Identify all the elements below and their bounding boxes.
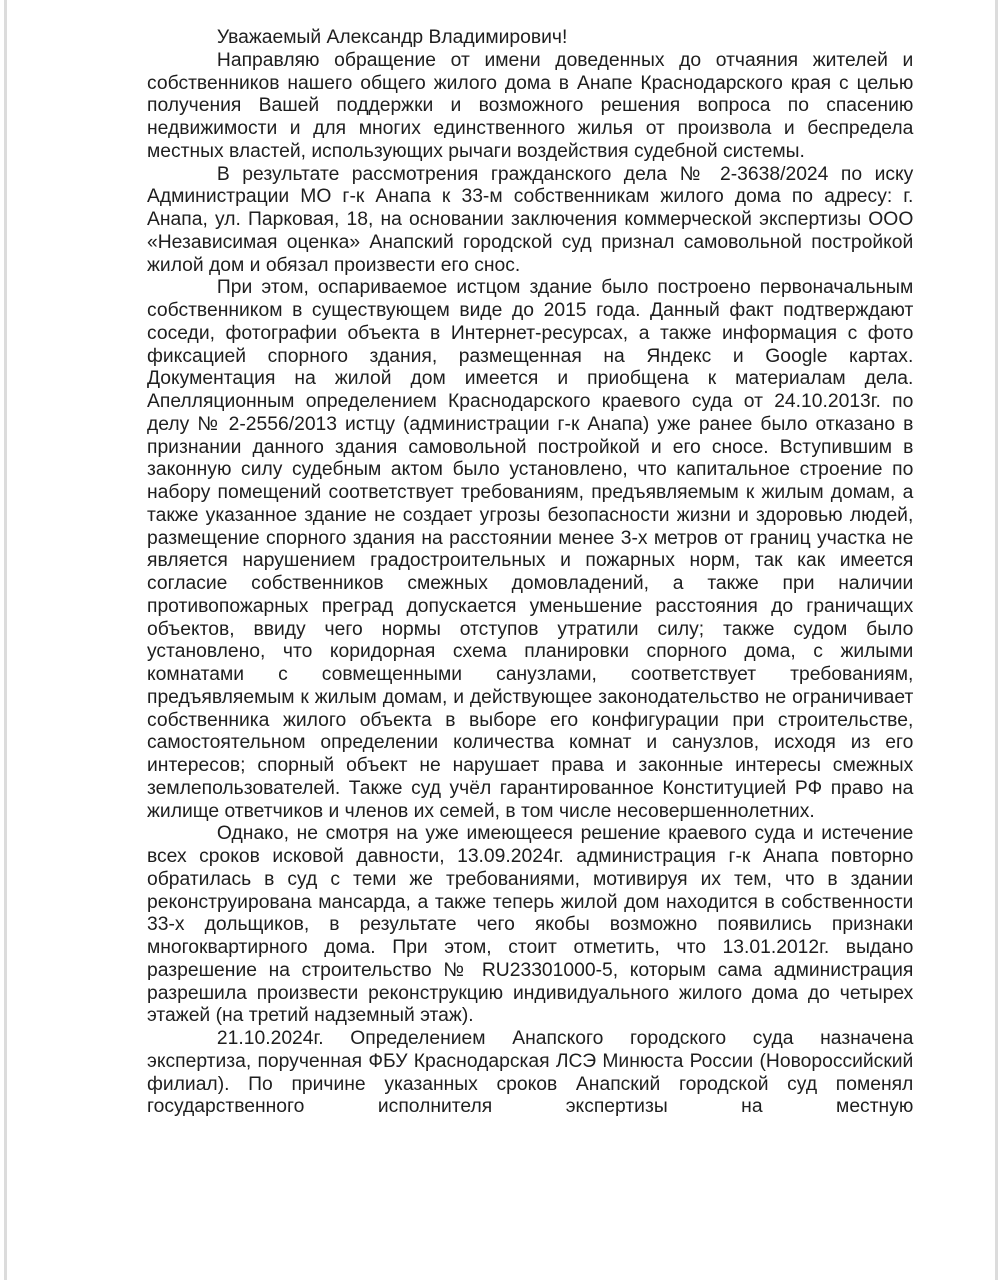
page-edge-left bbox=[4, 0, 7, 1280]
document-page bbox=[147, 26, 913, 1118]
paragraph-case-result: В результате рассмотрения гражданского дела № 2-3638/2024 по иску Администрации МО г-к Анапа к 33-м собственникам жилого дома по адресу: г. Анапа, ул. Парковая, 18, на основании заключения коммерческой экспертизы ООО «Независимая оценка» Анапский городской суд признал самовольной постройкой жилой дом и обязал произвести его снос. bbox=[147, 162, 914, 276]
salutation: Уважаемый Александр Владимирович! bbox=[216, 26, 568, 48]
paragraph-repeated-claim: Однако, не смотря на уже имеющееся решение краевого суда и истечение всех сроков исковой давности, 13.09.2024г. администрация г-к Анапа повторно обратилась в суд с теми же требованиями, мотивируя их тем, что в здании реконструирована мансарда, а также теперь жилой дом находится в собственности 33-х дольщиков, в результате чего якобы возможно появились признаки многоквартирного дома. При этом, стоит отметить, что 13.01.2012г. выдано разрешение на строительство № RU23301000-5, которым сама администрация разрешила произвести реконструкцию индивидуального жилого дома до четырех этажей (на третий надземный этаж). bbox=[147, 822, 914, 1027]
paragraph-appeal: Направляю обращение от имени доведенных до отчаяния жителей и собственников нашего общего жилого дома в Анапе Краснодарского края с целью получения Вашей поддержки и возможного решения вопроса по спасению недвижимости и для многих единственного жилья от произвола и беспредела местных властей, использующих рычаги воздействия судебной системы. bbox=[147, 48, 914, 162]
page-edge-right bbox=[995, 0, 998, 1280]
paragraph-building-history: При этом, оспариваемое истцом здание было построено первоначальным собственником в существующем виде до 2015 года. Данный факт подтверждают соседи, фотографии объекта в Интернет-ресурсах, а также информация с фото фиксацией спорного здания, размещенная на Яндекс и Google картах. Документация на жилой дом имеется и приобщена к материалам дела. Апелляционным определением Краснодарского краевого суда от 24.10.2013г. по делу № 2-2556/2013 истцу (администрации г-к Анапа) уже ранее было отказано в признании данного здания самовольной постройкой и его сносе. Вступившим в законную силу судебным актом было установлено, что капитальное строение по набору помещений соответствует требованиям, предъявляемым к жилым домам, а также указанное здание не создает угрозы безопасности жизни и здоровью людей, размещение спорного здания на расстоянии менее 3-х метров от границ участка не является нарушением градостроительных и пожарных норм, так как имеется согласие собственников смежных домовладений, а также при наличии противопожарных преград допускается уменьшение расстояния до граничащих объектов, ввиду чего нормы отступов утратили силу; также судом было установлено, что коридорная схема планировки спорного дома, с жилыми комнатами с совмещенными санузлами, соответствует требованиям, предъявляемым к жилым домам, и действующее законодательство не ограничивает собственника жилого объекта в выборе его конфигурации при строительстве, самостоятельном определении количества комнат и санузлов, исходя из его интересов; спорный объект не нарушает права и законные интересы смежных землепользователей. Также суд учёл гарантированное Конституцией РФ право на жилище ответчиков и членов их семей, в том числе несовершеннолетних. bbox=[147, 276, 914, 822]
paragraph-expertise: 21.10.2024г. Определением Анапского городского суда назначена экспертиза, порученная ФБУ Краснодарская ЛСЭ Минюста России (Новороссийский филиал). По причине указанных сроков Анапский городской суд поменял государственного исполнителя экспертизы на местную bbox=[147, 1027, 914, 1118]
